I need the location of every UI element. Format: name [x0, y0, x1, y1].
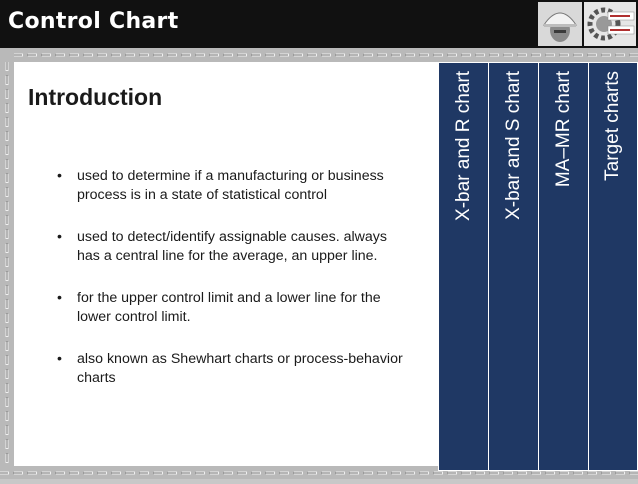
slide-title: Control Chart: [8, 9, 179, 34]
panel-label: MA–MR chart: [552, 71, 574, 188]
hard-hat-icon: [538, 2, 582, 46]
bullet-list: [54, 167, 404, 411]
panel-xbar-r: [438, 62, 489, 471]
bullet-text: for the upper control limit and a lower line for the lower control limit.: [77, 290, 381, 325]
bullet-marker: •: [57, 290, 62, 306]
bullet-marker: •: [57, 351, 62, 367]
bullet-item: [54, 350, 404, 388]
panel-ma-mr: [538, 62, 589, 471]
bullet-marker: •: [57, 229, 62, 245]
bullet-item: [54, 167, 404, 205]
bullet-text: also known as Shewhart charts or process-behavior charts: [77, 351, 403, 386]
panel-label: Target charts: [602, 71, 623, 181]
bullet-text: used to determine if a manufacturing or business process is in a state of statistical control: [77, 168, 384, 203]
bullet-text: used to detect/identify assignable causes. always has a central line for the average, an upper line.: [77, 229, 387, 264]
panel-target: [588, 62, 638, 471]
panel-label: X-bar and R chart: [452, 71, 474, 221]
stitch-border-top: [0, 48, 638, 62]
stitch-border-left: [0, 48, 14, 479]
content-area: [14, 62, 438, 466]
panel-xbar-s: [488, 62, 539, 471]
header-bar: [0, 0, 638, 48]
section-heading: Introduction: [28, 84, 163, 110]
industrial-engineering-logo: [584, 2, 636, 46]
bullet-item: [54, 289, 404, 327]
bullet-item: [54, 228, 404, 266]
panel-label: X-bar and S chart: [502, 71, 524, 220]
bullet-marker: •: [57, 168, 62, 184]
